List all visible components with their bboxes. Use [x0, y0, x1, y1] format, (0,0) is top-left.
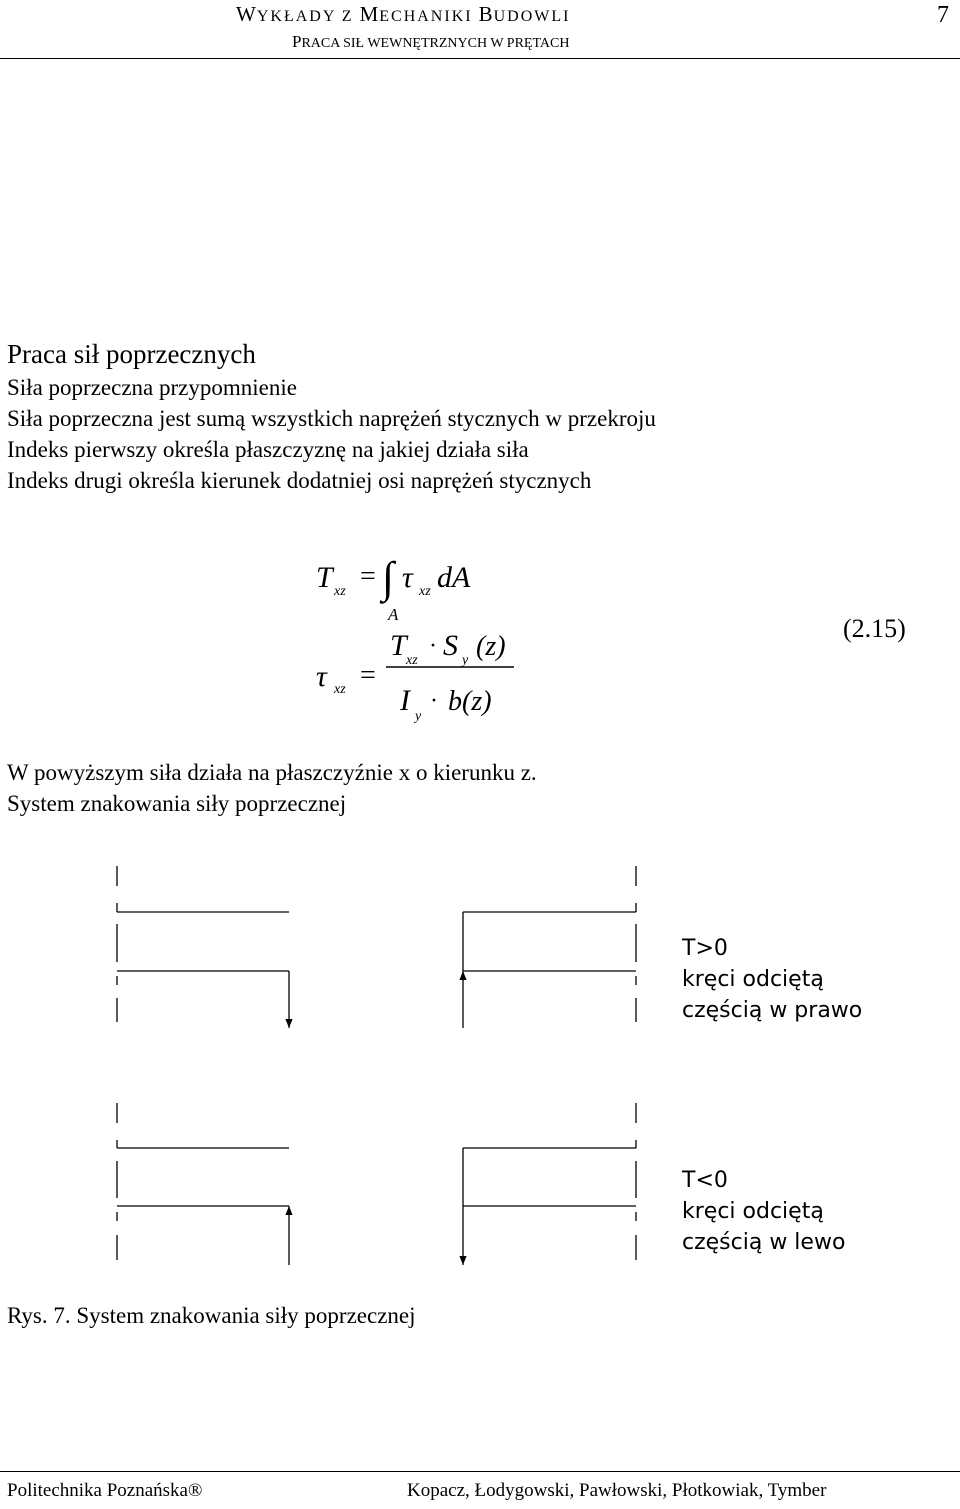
tau-symbol: τ: [402, 561, 413, 594]
label-line: kręci odciętą: [682, 967, 824, 992]
denominator-dot: ·: [430, 688, 438, 714]
body-line: Siła poprzeczna przypomnienie: [7, 375, 297, 400]
numerator-dot: ·: [429, 633, 437, 659]
body-line: Siła poprzeczna jest sumą wszystkich naprężeń stycznych w przekroju: [7, 406, 656, 431]
negative-shear-diagram: [117, 1103, 636, 1265]
integral-sign: ∫: [382, 553, 395, 602]
eq1-equals: =: [360, 561, 376, 592]
eq2-equals: =: [360, 660, 376, 691]
footer-authors: Kopacz, Łodygowski, Pawłowski, Płotkowiak, Tymber: [407, 1480, 827, 1501]
figure-caption: Rys. 7. System znakowania siły poprzecznej: [7, 1303, 416, 1328]
eq2-lhs-subscript: xz: [334, 682, 346, 697]
differential-dA: dA: [437, 561, 471, 594]
positive-shear-label: [682, 933, 862, 1026]
numerator-S-subscript: y: [462, 653, 469, 668]
label-line: T<0: [682, 1168, 728, 1193]
formula-2-15: [0, 540, 960, 740]
integral-domain: A: [388, 605, 399, 624]
running-header-title: WYKŁADY Z MECHANIKI BUDOWLI: [236, 2, 571, 26]
label-line: częścią w lewo: [682, 1230, 846, 1255]
eq2-lhs: τ: [316, 660, 327, 693]
tau-subscript: xz: [419, 584, 431, 599]
numerator-T-subscript: xz: [406, 653, 418, 668]
body-line: Indeks pierwszy określa płaszczyznę na jakiej działa siła: [7, 437, 529, 462]
denominator-b: b(z): [448, 686, 492, 717]
body-line: Indeks drugi określa kierunek dodatniej osi naprężeń stycznych: [7, 468, 592, 493]
footer-rule: [0, 1471, 960, 1472]
footer-institution: Politechnika Poznańska®: [7, 1480, 203, 1501]
label-line: częścią w prawo: [682, 998, 863, 1023]
running-header-subtitle: PRACA SIŁ WEWNĘTRZNYCH W PRĘTACH: [292, 32, 570, 51]
negative-shear-label: [682, 1165, 845, 1258]
equation-number: (2.15): [843, 614, 906, 643]
section-title: Praca sił poprzecznych: [7, 339, 256, 369]
numerator-argument: (z): [476, 631, 506, 662]
label-line: T>0: [682, 936, 728, 961]
header-rule: [0, 58, 960, 59]
body-line: System znakowania siły poprzecznej: [7, 791, 347, 816]
label-line: kręci odciętą: [682, 1199, 824, 1224]
numerator-T: T: [390, 629, 407, 662]
body-line: W powyższym siła działa na płaszczyźnie x o kierunku z.: [7, 760, 537, 785]
page-number: 7: [937, 2, 949, 28]
numerator-S: S: [443, 629, 458, 662]
denominator-I: I: [400, 684, 410, 717]
eq1-lhs-subscript: xz: [334, 584, 346, 599]
eq1-lhs: T: [316, 561, 333, 594]
denominator-I-subscript: y: [415, 709, 422, 724]
positive-shear-diagram: [117, 866, 636, 1028]
